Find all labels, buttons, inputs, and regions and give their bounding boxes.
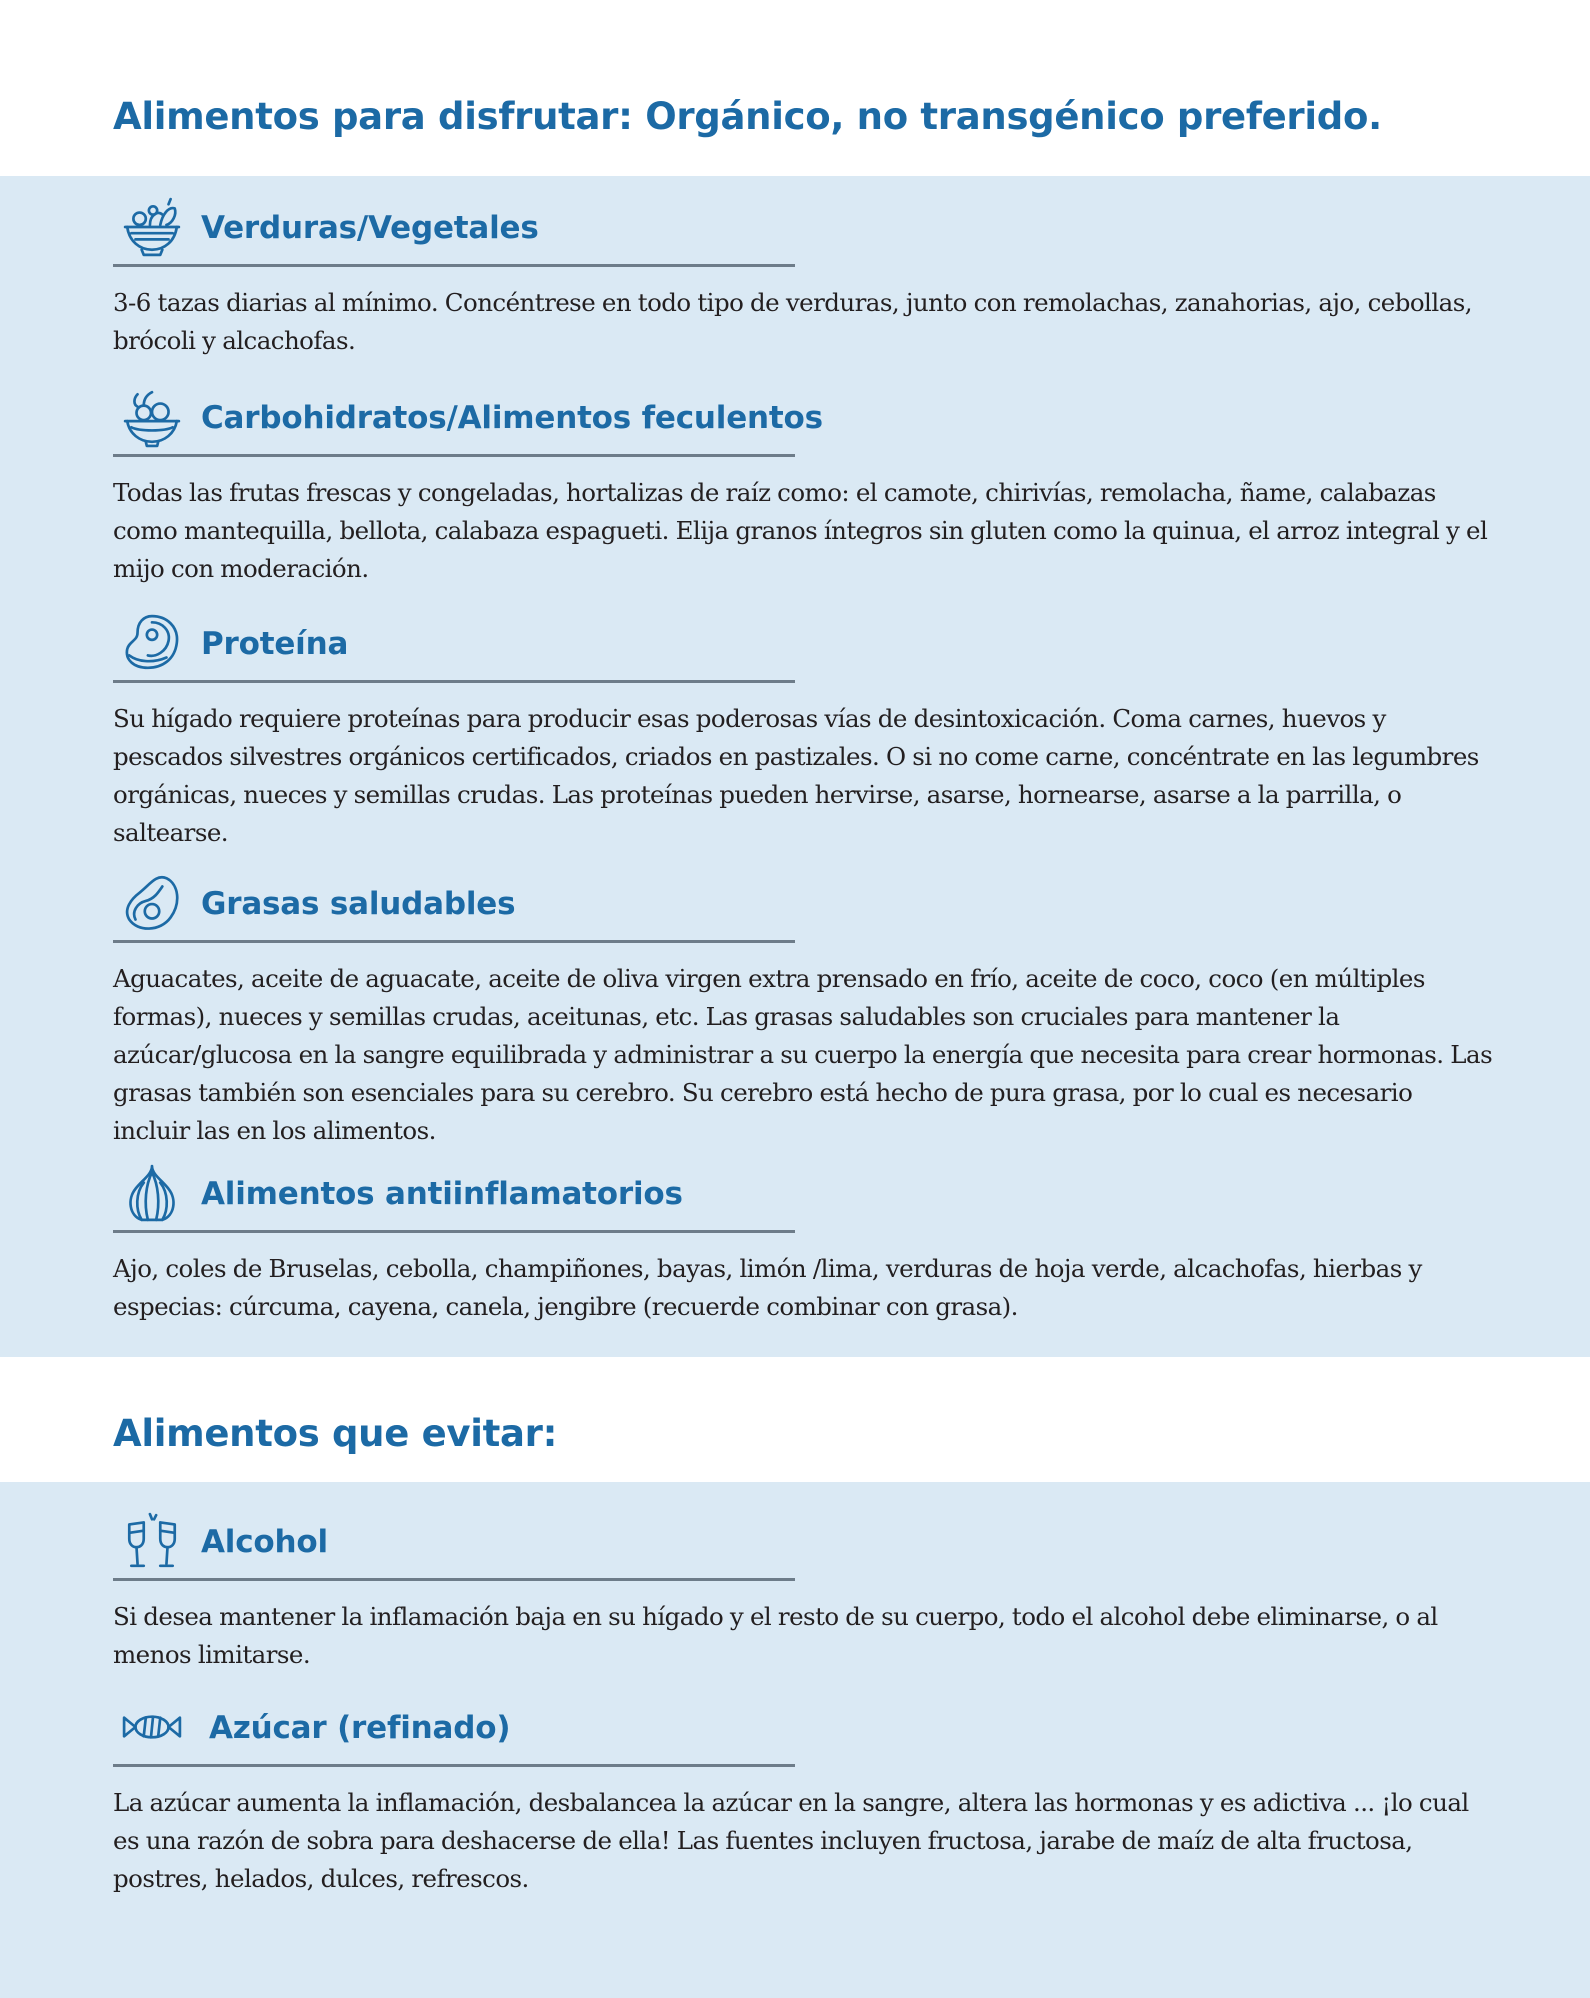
section-title: Verduras/Vegetales: [201, 210, 539, 246]
section-divider: [113, 680, 795, 683]
section-title: Alimentos antiinflamatorios: [201, 1176, 683, 1212]
avocado-icon: [121, 872, 183, 934]
section-body: Ajo, coles de Bruselas, cebolla, champiñones, bayas, limón /lima, verduras de hoja verde, alcachofas, hierbas y especias: cúrcuma, cayena, canela, jengibre (recuerde combinar con grasa).: [113, 1254, 1422, 1321]
section-divider: [113, 1578, 795, 1581]
section-alcohol: [113, 1510, 1493, 1674]
avoid-band: [0, 1482, 1590, 1998]
section-divider: [113, 1764, 795, 1767]
candy-icon: [121, 1696, 183, 1758]
section-body: 3-6 tazas diarias al mínimo. Concéntrese en todo tipo de verduras, junto con remolachas, zanahorias, ajo, cebollas, brócoli y alcachofas.: [113, 288, 1472, 355]
section-divider: [113, 940, 795, 943]
section-body: Su hígado requiere proteínas para producir esas poderosas vías de desintoxicación. Coma carnes, huevos y pescados silvestres orgánicos certificados, criados en pastizales. O si no come carne, concéntrate en las legumbres orgánicas, nueces y semillas crudas. Las proteínas pueden hervirse, asarse, hornearse, asarse a la parrilla, o saltearse.: [113, 704, 1479, 847]
section-header: [113, 1510, 1493, 1582]
section-title: Alcohol: [201, 1524, 328, 1560]
section-carbohydrates: [113, 386, 1493, 588]
section-vegetables: [113, 196, 1493, 360]
section-title: Carbohidratos/Alimentos feculentos: [201, 400, 823, 436]
section-header: [113, 1696, 1493, 1768]
section-divider: [113, 454, 795, 457]
steak-icon: [121, 612, 183, 674]
section-header: [113, 196, 1493, 268]
wine-glasses-icon: [121, 1510, 183, 1572]
section-header: [113, 386, 1493, 458]
section-body: Todas las frutas frescas y congeladas, hortalizas de raíz como: el camote, chirivías, remolacha, ñame, calabazas como mantequilla, bellota, calabaza espagueti. Elija granos íntegros sin gluten como la quinua, el arroz integral y el mijo con moderación.: [113, 478, 1488, 583]
section-header: [113, 872, 1493, 944]
section-title: Proteína: [201, 626, 349, 662]
salad-bowl-icon: [121, 196, 183, 258]
section-header: [113, 1162, 1493, 1234]
section-sugar: [113, 1696, 1493, 1898]
section-protein: [113, 612, 1493, 852]
section-title: Grasas saludables: [201, 886, 516, 922]
section-divider: [113, 264, 795, 267]
section-body: La azúcar aumenta la inflamación, desbalancea la azúcar en la sangre, altera las hormonas y es adictiva ... ¡lo cual es una razón de sobra para deshacerse de ella! Las fuentes incluyen fructosa, jarabe de maíz de alta fructosa, postres, helados, dulces, refrescos.: [113, 1788, 1469, 1893]
fruit-bowl-icon: [121, 386, 183, 448]
section-healthy-fats: [113, 872, 1493, 1150]
section-body: Aguacates, aceite de aguacate, aceite de oliva virgen extra prensado en frío, aceite de coco, coco (en múltiples formas), nueces y semillas crudas, aceitunas, etc. Las grasas saludables son cruciales para mantener la azúcar/glucosa en la sangre equilibrada y administrar a su cuerpo la energía que necesita para crear hormonas. Las grasas también son esenciales para su cerebro. Su cerebro está hecho de pura grasa, por lo cual es necesario incluir las en los alimentos.: [113, 964, 1493, 1145]
enjoy-band: [0, 176, 1590, 1357]
section-anti-inflammatory: [113, 1162, 1493, 1326]
section-header: [113, 612, 1493, 684]
section-body: Si desea mantener la inflamación baja en su hígado y el resto de su cuerpo, todo el alcohol debe eliminarse, o al menos limitarse.: [113, 1602, 1438, 1669]
garlic-icon: [121, 1162, 183, 1224]
section-title: Azúcar (refinado): [209, 1710, 511, 1746]
enjoy-heading: Alimentos para disfrutar: Orgánico, no transgénico preferido.: [113, 95, 1382, 138]
section-divider: [113, 1230, 795, 1233]
avoid-heading: Alimentos que evitar:: [113, 1412, 558, 1455]
